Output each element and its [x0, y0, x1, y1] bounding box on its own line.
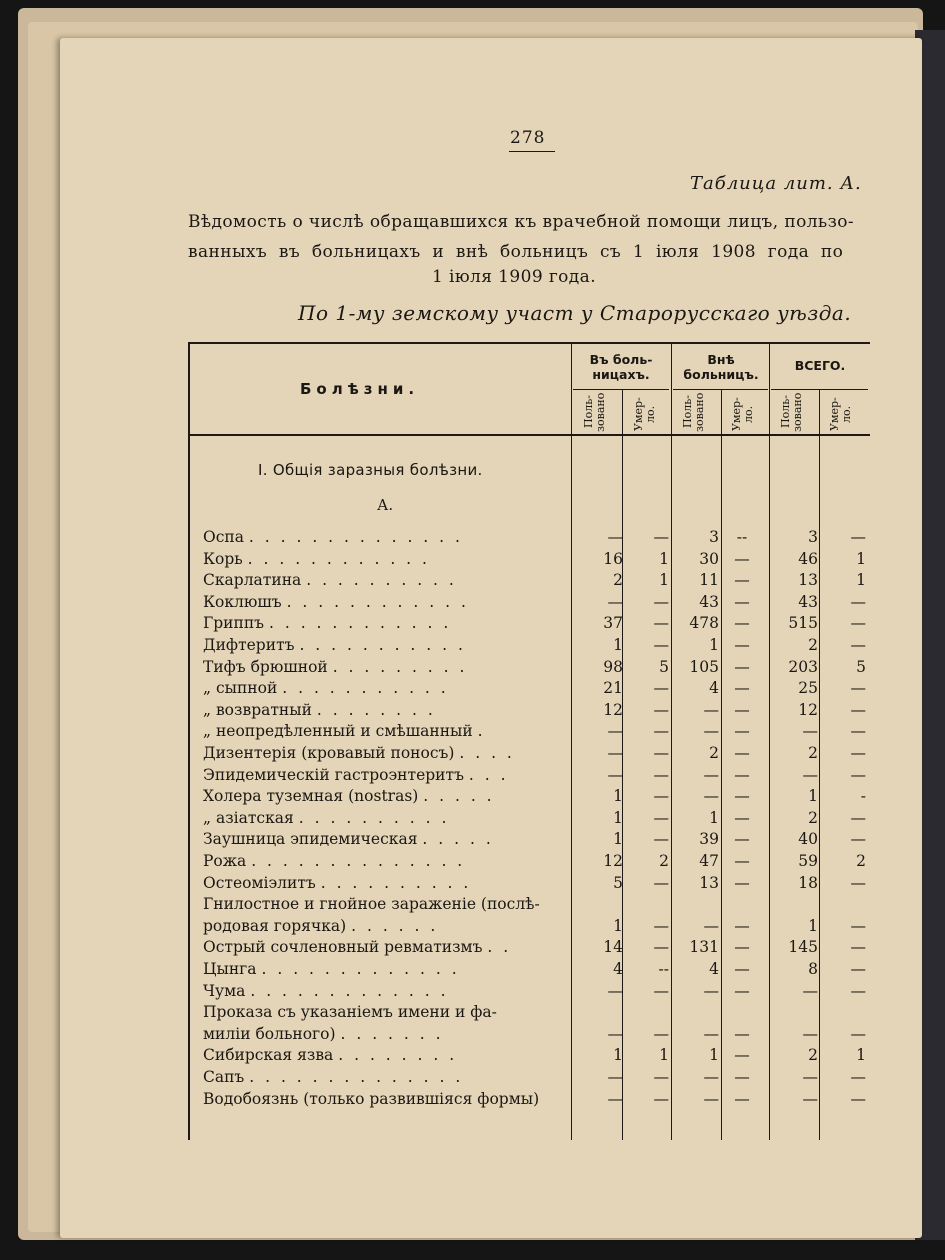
- value-cell: —: [850, 765, 866, 784]
- disease-label: „ сыпной: [203, 679, 278, 698]
- disease-label: Дифтеритъ: [203, 636, 295, 654]
- value-cell: 1: [613, 808, 623, 827]
- disease-name: [203, 936, 569, 958]
- value-cell: —: [607, 722, 623, 741]
- value-cell: —: [653, 787, 669, 806]
- value-cell: —: [653, 830, 669, 849]
- disease-name: [203, 980, 569, 1002]
- value-cell: —: [653, 938, 669, 957]
- table-row: [0, 591, 945, 613]
- disease-label: родовая горячка): [203, 916, 347, 935]
- disease-name: [203, 526, 569, 548]
- disease-label: Оспа: [203, 528, 244, 546]
- table-row: [0, 742, 945, 764]
- value-cell: 4: [613, 960, 623, 978]
- value-cell: —: [703, 916, 719, 935]
- disease-name: [203, 1023, 569, 1045]
- value-cell: —: [734, 981, 750, 1000]
- subhead-treated-2: Поль-зовано: [681, 392, 706, 432]
- disease-label: Гриппъ: [203, 614, 265, 633]
- group-rule-3: [771, 389, 868, 390]
- value-cell: 21: [603, 679, 623, 698]
- table-row: [0, 1023, 945, 1045]
- disease-label: Корь: [203, 549, 243, 568]
- value-cell: 43: [798, 592, 818, 611]
- disease-label: Заушница эпидемическая: [203, 830, 418, 849]
- disease-name: [203, 807, 569, 829]
- value-cell: —: [607, 592, 623, 611]
- value-cell: —: [734, 636, 750, 654]
- disease-name: [203, 699, 569, 721]
- table-top-rule: [188, 342, 870, 344]
- value-cell: 30: [699, 549, 719, 568]
- value-cell: 105: [689, 657, 719, 676]
- value-cell: -: [860, 787, 866, 806]
- leader-dots: . . . . . . . . . . . . . .: [249, 1068, 464, 1086]
- value-cell: —: [802, 981, 818, 1000]
- disease-label: „ неопредѣленный и смѣшанный: [203, 722, 473, 741]
- value-cell: —: [734, 765, 750, 784]
- value-cell: 1: [613, 1046, 623, 1065]
- disease-name: [203, 656, 569, 678]
- header-outside-hospitals: Внѣ больницъ.: [683, 352, 759, 382]
- subhead-died-1: Умер-ло.: [632, 397, 657, 431]
- leader-dots: . . . . . . . .: [316, 700, 436, 719]
- disease-label: Острый сочленовный ревматизмъ: [203, 938, 483, 957]
- disease-name: [203, 677, 569, 699]
- table-row: [0, 569, 945, 591]
- value-cell: 5: [659, 657, 669, 676]
- table-row: [0, 1044, 945, 1066]
- leader-dots: . . . . . . . . . . . . .: [261, 960, 460, 978]
- disease-label: Остеоміэлитъ: [203, 873, 316, 892]
- value-cell: 145: [788, 938, 818, 957]
- value-cell: 13: [798, 571, 818, 590]
- value-cell: 1: [709, 1046, 719, 1065]
- value-cell: —: [734, 830, 750, 849]
- leader-dots: . . . . . . . . . .: [306, 571, 457, 590]
- table-row: [0, 828, 945, 850]
- value-cell: —: [734, 960, 750, 978]
- value-cell: 40: [798, 830, 818, 849]
- table-row: [0, 699, 945, 721]
- disease-name: [203, 872, 569, 894]
- table-row: [0, 872, 945, 894]
- header-total: ВСЕГО.: [794, 358, 846, 373]
- title-line-3: 1 іюля 1909 года.: [432, 267, 597, 287]
- table-row: [0, 807, 945, 829]
- value-cell: —: [850, 528, 866, 546]
- value-cell: —: [653, 636, 669, 654]
- table-row: [0, 936, 945, 958]
- value-cell: 1: [659, 571, 669, 590]
- value-cell: 203: [788, 657, 818, 676]
- value-cell: —: [734, 657, 750, 676]
- leader-dots: . . . . . . . . . . . .: [286, 592, 469, 611]
- group-rule-1: [573, 389, 669, 390]
- value-cell: 39: [699, 830, 719, 849]
- leader-dots: . . . . . . . . . .: [320, 873, 472, 892]
- subhead-treated-1: Поль-зовано: [582, 392, 607, 432]
- disease-label: Холера туземная (nostras): [203, 787, 419, 806]
- value-cell: —: [653, 700, 669, 719]
- value-cell: —: [734, 787, 750, 806]
- value-cell: —: [850, 873, 866, 892]
- value-cell: —: [734, 549, 750, 568]
- value-cell: —: [802, 765, 818, 784]
- value-cell: 16: [603, 549, 623, 568]
- value-cell: 59: [798, 852, 818, 870]
- value-cell: —: [734, 808, 750, 827]
- leader-dots: . .: [487, 938, 512, 957]
- header-in-hospitals: Въ боль-ницахъ.: [589, 352, 653, 382]
- value-cell: —: [653, 1089, 669, 1108]
- value-cell: —: [850, 1089, 866, 1108]
- leader-dots: . . . . . . . . .: [332, 657, 468, 676]
- value-cell: —: [734, 1024, 750, 1043]
- value-cell: 1: [613, 916, 623, 935]
- value-cell: —: [653, 873, 669, 892]
- disease-name: [203, 764, 569, 786]
- table-row: [0, 548, 945, 570]
- value-cell: 25: [798, 679, 818, 698]
- value-cell: —: [734, 744, 750, 762]
- leader-dots: . . . . . .: [351, 916, 439, 935]
- value-cell: —: [653, 1068, 669, 1086]
- group-rule-2: [673, 389, 768, 390]
- title-line-1: Вѣдомость о числѣ обращавшихся къ врачебной помощи лицъ, пользо-: [188, 212, 855, 232]
- value-cell: —: [653, 1024, 669, 1043]
- disease-label: Коклюшъ: [203, 592, 282, 611]
- disease-label: Тифъ брюшной: [203, 657, 328, 676]
- value-cell: —: [734, 1089, 750, 1108]
- table-row: [0, 526, 945, 548]
- value-cell: 1: [659, 1046, 669, 1065]
- value-cell: --: [736, 528, 748, 546]
- disease-name: [203, 893, 569, 915]
- value-cell: 2: [808, 808, 818, 827]
- table-label: Таблица лит. А.: [690, 173, 862, 194]
- district-subtitle: По 1-му земскому участ у Старорусскаго уѣзда.: [298, 301, 852, 325]
- value-cell: —: [734, 916, 750, 935]
- disease-name: [203, 1066, 569, 1088]
- value-cell: 98: [603, 657, 623, 676]
- disease-name: [203, 634, 569, 656]
- disease-name: [203, 569, 569, 591]
- value-cell: —: [607, 744, 623, 762]
- leader-dots: . . . . . . . . . . .: [282, 679, 449, 698]
- value-cell: —: [607, 1068, 623, 1086]
- leader-dots: . . . . . . . . . . . . . .: [248, 528, 463, 546]
- value-cell: —: [850, 916, 866, 935]
- value-cell: —: [653, 808, 669, 827]
- value-cell: 18: [798, 873, 818, 892]
- value-cell: —: [734, 1046, 750, 1065]
- value-cell: 3: [808, 528, 818, 546]
- value-cell: —: [653, 614, 669, 633]
- leader-dots: . . . . . . .: [340, 1024, 444, 1043]
- value-cell: —: [653, 744, 669, 762]
- disease-label: Скарлатина: [203, 571, 302, 590]
- value-cell: 1: [613, 787, 623, 806]
- table-row: [0, 785, 945, 807]
- value-cell: —: [607, 528, 623, 546]
- value-cell: —: [734, 571, 750, 590]
- value-cell: —: [802, 1024, 818, 1043]
- value-cell: —: [703, 1089, 719, 1108]
- value-cell: —: [653, 981, 669, 1000]
- disease-name: [203, 742, 569, 764]
- value-cell: —: [734, 700, 750, 719]
- value-cell: 2: [808, 636, 818, 654]
- value-cell: —: [850, 1024, 866, 1043]
- value-cell: 1: [709, 808, 719, 827]
- value-cell: 47: [699, 852, 719, 870]
- value-cell: —: [607, 765, 623, 784]
- value-cell: —: [607, 1024, 623, 1043]
- leader-dots: . . .: [468, 765, 509, 784]
- value-cell: —: [850, 636, 866, 654]
- value-cell: —: [703, 1068, 719, 1086]
- diseases-header: Болѣзни.: [300, 380, 420, 398]
- value-cell: —: [703, 981, 719, 1000]
- disease-label: Дизентерія (кровавый поносъ): [203, 744, 455, 762]
- table-row: [0, 720, 945, 742]
- section-title: I. Общія заразныя болѣзни.: [258, 461, 483, 479]
- value-cell: 12: [798, 700, 818, 719]
- leader-dots: . . . . . . . . . . . . . .: [251, 852, 466, 870]
- table-row: [0, 612, 945, 634]
- value-cell: 3: [709, 528, 719, 546]
- value-cell: —: [653, 679, 669, 698]
- table-row: [0, 656, 945, 678]
- table-row: [0, 677, 945, 699]
- disease-label: Сапъ: [203, 1068, 245, 1086]
- value-cell: —: [734, 1068, 750, 1086]
- leader-dots: . . . . . . . . . . . .: [268, 614, 452, 633]
- value-cell: —: [850, 679, 866, 698]
- table-row: [0, 1088, 945, 1110]
- disease-label: Сибирская язва: [203, 1046, 334, 1065]
- value-cell: —: [850, 938, 866, 957]
- value-cell: —: [850, 960, 866, 978]
- value-cell: —: [850, 744, 866, 762]
- page-number: 278: [510, 128, 546, 148]
- value-cell: 478: [689, 614, 719, 633]
- disease-label: Чума: [203, 981, 246, 1000]
- value-cell: 1: [613, 830, 623, 849]
- value-cell: —: [850, 592, 866, 611]
- table-row: [0, 893, 945, 915]
- value-cell: —: [734, 679, 750, 698]
- value-cell: 5: [613, 873, 623, 892]
- disease-label: Проказа съ указаніемъ имени и фа-: [203, 1003, 497, 1022]
- leader-dots: . . . . . . . .: [338, 1046, 458, 1065]
- value-cell: —: [653, 765, 669, 784]
- leader-dots: . . . . .: [423, 787, 495, 806]
- value-cell: —: [734, 852, 750, 870]
- value-cell: —: [703, 1024, 719, 1043]
- table-row: [0, 1001, 945, 1023]
- disease-name: [203, 720, 569, 742]
- value-cell: 13: [699, 873, 719, 892]
- header-bottom-rule: [188, 434, 870, 436]
- table-row: [0, 958, 945, 980]
- disease-label: Цынга: [203, 960, 257, 978]
- value-cell: —: [850, 722, 866, 741]
- disease-name: [203, 785, 569, 807]
- disease-name: [203, 1044, 569, 1066]
- disease-label: миліи больного): [203, 1024, 336, 1043]
- table-row: [0, 980, 945, 1002]
- value-cell: 8: [808, 960, 818, 978]
- value-cell: —: [734, 873, 750, 892]
- subhead-treated-3: Поль-зовано: [779, 392, 804, 432]
- value-cell: --: [658, 960, 669, 978]
- table-row: [0, 1066, 945, 1088]
- value-cell: 131: [689, 938, 719, 957]
- value-cell: 1: [856, 571, 866, 590]
- page-number-rule: [509, 151, 555, 152]
- value-cell: 4: [709, 679, 719, 698]
- table-row: [0, 634, 945, 656]
- subsection-label: А.: [377, 496, 394, 514]
- value-cell: —: [802, 1089, 818, 1108]
- value-cell: —: [850, 700, 866, 719]
- value-cell: —: [607, 1089, 623, 1108]
- disease-name: [203, 958, 569, 980]
- value-cell: 5: [856, 657, 866, 676]
- value-cell: —: [703, 787, 719, 806]
- disease-name: [203, 915, 569, 937]
- table-row: [0, 915, 945, 937]
- value-cell: 1: [808, 916, 818, 935]
- value-cell: —: [850, 614, 866, 633]
- value-cell: —: [653, 528, 669, 546]
- leader-dots: . . . . .: [422, 830, 494, 849]
- value-cell: 1: [709, 636, 719, 654]
- disease-name: [203, 850, 569, 872]
- disease-label: Водобоязнь (только развившіяся формы): [203, 1089, 540, 1108]
- value-cell: 11: [699, 571, 719, 590]
- value-cell: 12: [603, 700, 623, 719]
- value-cell: —: [607, 981, 623, 1000]
- value-cell: 1: [856, 1046, 866, 1065]
- leader-dots: . . . . . . . . . .: [298, 808, 450, 827]
- subhead-died-3: Умер-ло.: [828, 397, 853, 431]
- table-row: [0, 764, 945, 786]
- leader-dots: . . . . . . . . . . . .: [247, 549, 430, 568]
- value-cell: —: [703, 722, 719, 741]
- leader-dots: . . . . . . . . . . . . .: [250, 981, 449, 1000]
- value-cell: 46: [798, 549, 818, 568]
- value-cell: 2: [613, 571, 623, 590]
- disease-label: „ азіатская: [203, 808, 294, 827]
- title-line-2: ванныхъ въ больницахъ и внѣ больницъ съ 1 іюля 1908 года по: [188, 242, 844, 262]
- subhead-died-2: Умер-ло.: [730, 397, 755, 431]
- value-cell: —: [850, 808, 866, 827]
- disease-label: Гнилостное и гнойное зараженіе (послѣ-: [203, 895, 540, 914]
- disease-name: [203, 828, 569, 850]
- value-cell: —: [734, 614, 750, 633]
- value-cell: —: [850, 981, 866, 1000]
- value-cell: —: [653, 722, 669, 741]
- table-row: [0, 850, 945, 872]
- value-cell: 12: [603, 852, 623, 870]
- value-cell: 2: [659, 852, 669, 870]
- value-cell: —: [734, 592, 750, 611]
- value-cell: 1: [659, 549, 669, 568]
- value-cell: —: [653, 592, 669, 611]
- value-cell: —: [734, 938, 750, 957]
- value-cell: 14: [603, 938, 623, 957]
- value-cell: —: [850, 1068, 866, 1086]
- disease-name: [203, 1001, 569, 1023]
- leader-dots: . . . .: [459, 744, 515, 762]
- value-cell: —: [703, 700, 719, 719]
- value-cell: 2: [709, 744, 719, 762]
- value-cell: —: [703, 765, 719, 784]
- value-cell: —: [653, 916, 669, 935]
- disease-label: Эпидемическій гастроэнтеритъ: [203, 765, 464, 784]
- value-cell: 37: [603, 614, 623, 633]
- disease-name: [203, 612, 569, 634]
- value-cell: —: [802, 1068, 818, 1086]
- value-cell: 43: [699, 592, 719, 611]
- value-cell: 1: [613, 636, 623, 654]
- value-cell: 2: [808, 744, 818, 762]
- disease-name: [203, 548, 569, 570]
- leader-dots: .: [477, 722, 486, 741]
- disease-label: „ возвратный: [203, 700, 312, 719]
- value-cell: 4: [709, 960, 719, 978]
- value-cell: —: [734, 722, 750, 741]
- disease-name: [203, 1088, 569, 1110]
- leader-dots: . . . . . . . . . . .: [299, 636, 466, 654]
- value-cell: 2: [808, 1046, 818, 1065]
- value-cell: 515: [788, 614, 818, 633]
- disease-name: [203, 591, 569, 613]
- value-cell: —: [802, 722, 818, 741]
- value-cell: 1: [856, 549, 866, 568]
- disease-label: Рожа: [203, 852, 247, 870]
- value-cell: —: [850, 830, 866, 849]
- value-cell: 2: [856, 852, 866, 870]
- value-cell: 1: [808, 787, 818, 806]
